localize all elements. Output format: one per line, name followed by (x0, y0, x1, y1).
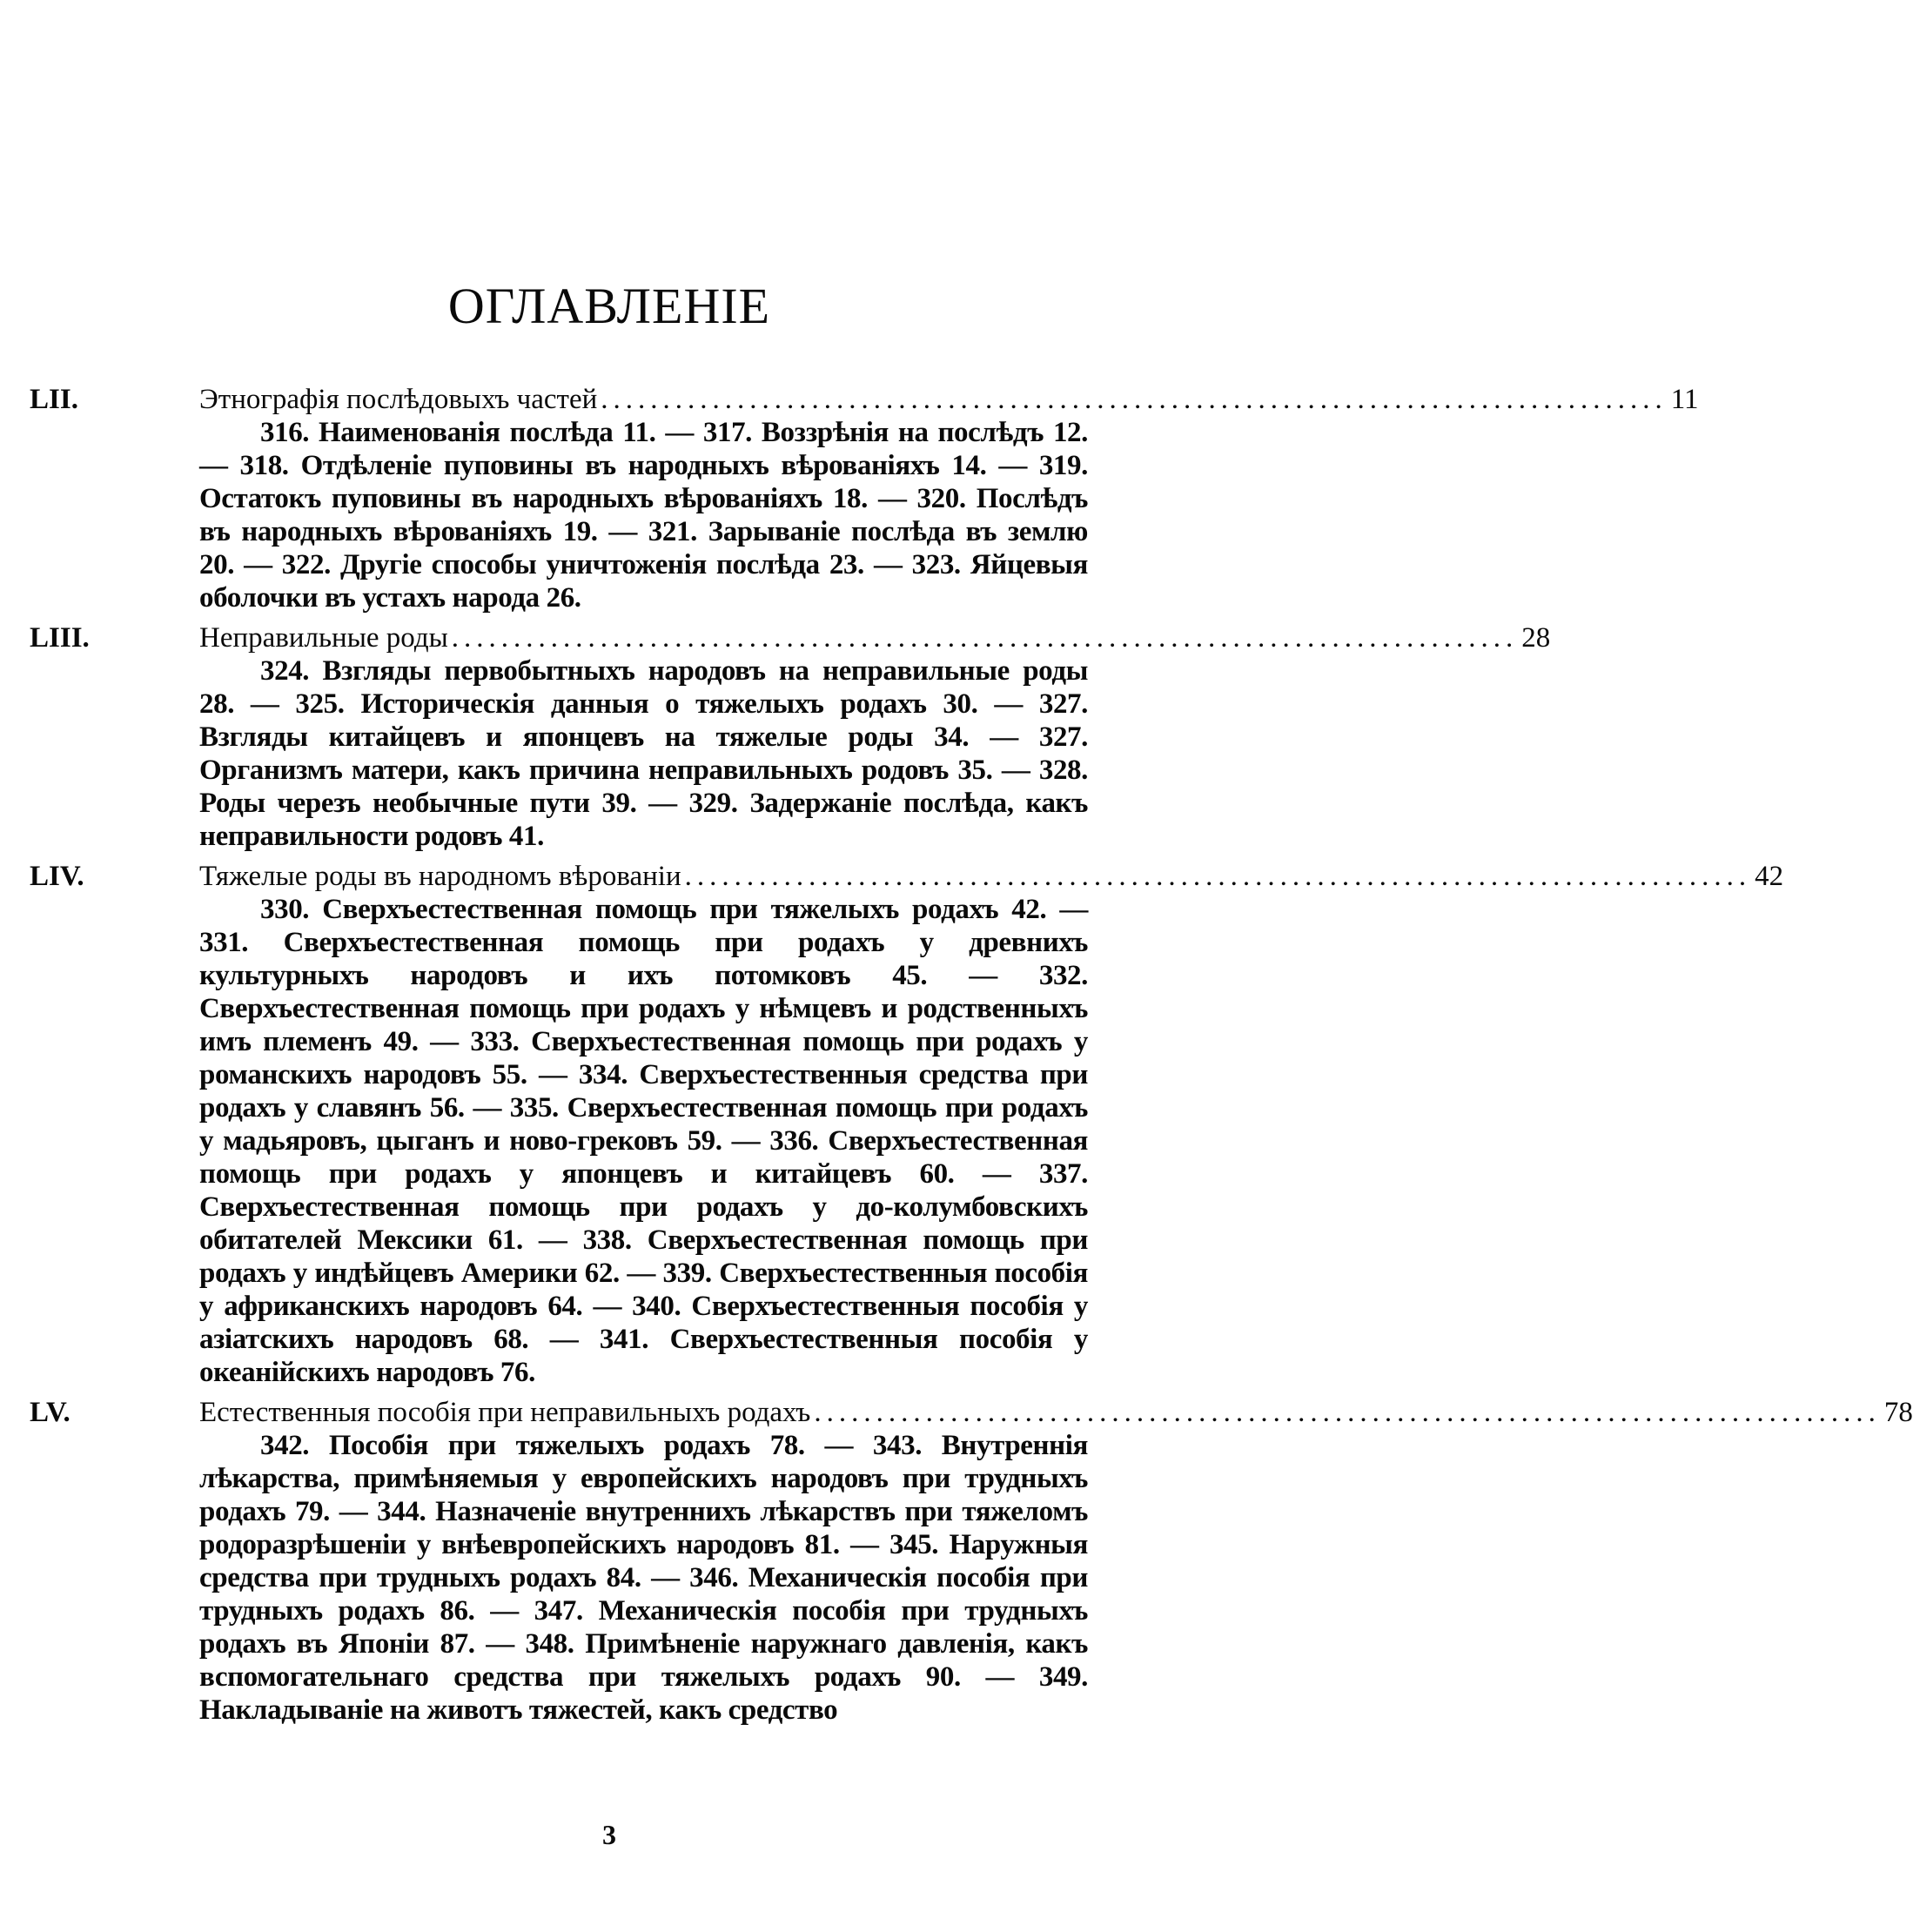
chapter-heading (199, 1396, 1913, 1429)
chapter-contents: 330. Сверхъестественная помощь при тяжелыхъ родахъ 42. — 331. Сверхъестественная помощь при родахъ у древнихъ культурныхъ народовъ и ихъ потомковъ 45. — 332. Сверхъестественная помощь при родахъ у нѣмцевъ и родственныхъ имъ племенъ 49. — 333. Сверхъестественная помощь при родахъ у романскихъ народовъ 55. — 334. Сверхъестественныя средства при родахъ у славянъ 56. — 335. Сверхъестественная помощь при родахъ у мадьяровъ, цыганъ и ново-грековъ 59. — 336. Сверхъестественная помощь при родахъ у японцевъ и китайцевъ 60. — 337. Сверхъестественная помощь при родахъ у до-колумбовскихъ обитателей Мексики 61. — 338. Сверхъестественная помощь при родахъ у индѣйцевъ Америки 62. — 339. Сверхъестественныя пособія у африканскихъ народовъ 64. — 340. Сверхъестественныя пособія у азіатскихъ народовъ 68. — 341. Сверхъестественныя пособія у океанійскихъ народовъ 76. (199, 894, 1088, 1388)
chapter-contents: 324. Взгляды первобытныхъ народовъ на неправильные роды 28. — 325. Историческія данныя о тяжелыхъ родахъ 30. — 327. Взгляды китайцевъ и японцевъ на тяжелые роды 34. — 327. Организмъ матери, какъ причина неправильныхъ родовъ 35. — 328. Роды черезъ необычные пути 39. — 329. Задержаніе послѣда, какъ неправильности родовъ 41. (199, 655, 1088, 852)
dot-leader: ...................................................................................... (684, 861, 1752, 892)
chapter-entry-liv (30, 860, 1784, 1389)
dot-leader: ...................................................................................... (814, 1397, 1881, 1428)
chapter-heading (199, 621, 1551, 654)
page-number: 3 (602, 1819, 616, 1850)
chapter-entry-liii (30, 621, 1551, 853)
page-title: ОГЛАВЛЕНІЕ (447, 278, 771, 334)
chapter-page-number: 42 (1755, 861, 1784, 892)
chapter-page-number: 28 (1521, 622, 1551, 654)
chapter-title: Неправильные роды (199, 622, 448, 654)
chapter-contents: 316. Наименованія послѣда 11. — 317. Воззрѣнія на послѣдъ 12. — 318. Отдѣленіе пуповины въ народныхъ вѣрованіяхъ 14. — 319. Остатокъ пуповины въ народныхъ вѣрованіяхъ 18. — 320. Послѣдъ въ народныхъ вѣрованіяхъ 19. — 321. Зарываніе послѣда въ землю 20. — 322. Другіе способы уничтоженія послѣда 23. — 323. Яйцевыя оболочки въ устахъ народа 26. (199, 417, 1088, 614)
chapter-entry-lv (30, 1396, 1913, 1727)
chapter-number: LV. (30, 1397, 70, 1428)
chapter-number: LIV. (30, 861, 84, 892)
dot-leader: ...................................................................................... (601, 384, 1668, 415)
chapter-title: Этнографія послѣдовыхъ частей (199, 384, 598, 415)
chapter-entry-lii (30, 383, 1699, 614)
chapter-title: Тяжелые роды въ народномъ вѣрованіи (199, 861, 681, 892)
table-of-contents (30, 383, 1913, 1734)
chapter-page-number: 78 (1883, 1397, 1913, 1428)
chapter-contents: 342. Пособія при тяжелыхъ родахъ 78. — 343. Внутреннія лѣкарства, примѣняемыя у европейскихъ народовъ при трудныхъ родахъ 79. — 344. Назначеніе внутреннихъ лѣкарствъ при тяжеломъ родоразрѣшеніи у внѣевропейскихъ народовъ 81. — 345. Наружныя средства при трудныхъ родахъ 84. — 346. Механическія пособія при трудныхъ родахъ 86. — 347. Механическія пособія при трудныхъ родахъ въ Японіи 87. — 348. Примѣненіе наружнаго давленія, какъ вспомогательнаго средства при тяжелыхъ родахъ 90. — 349. Накладываніе на животъ тяжестей, какъ средство (199, 1430, 1088, 1726)
dot-leader: ...................................................................................... (451, 622, 1519, 654)
chapter-page-number: 11 (1670, 384, 1699, 415)
chapter-heading (199, 860, 1784, 893)
chapter-title: Естественныя пособія при неправильныхъ родахъ (199, 1397, 811, 1428)
chapter-heading (199, 383, 1699, 416)
chapter-number: LIII. (30, 622, 90, 654)
chapter-number: LII. (30, 384, 78, 415)
